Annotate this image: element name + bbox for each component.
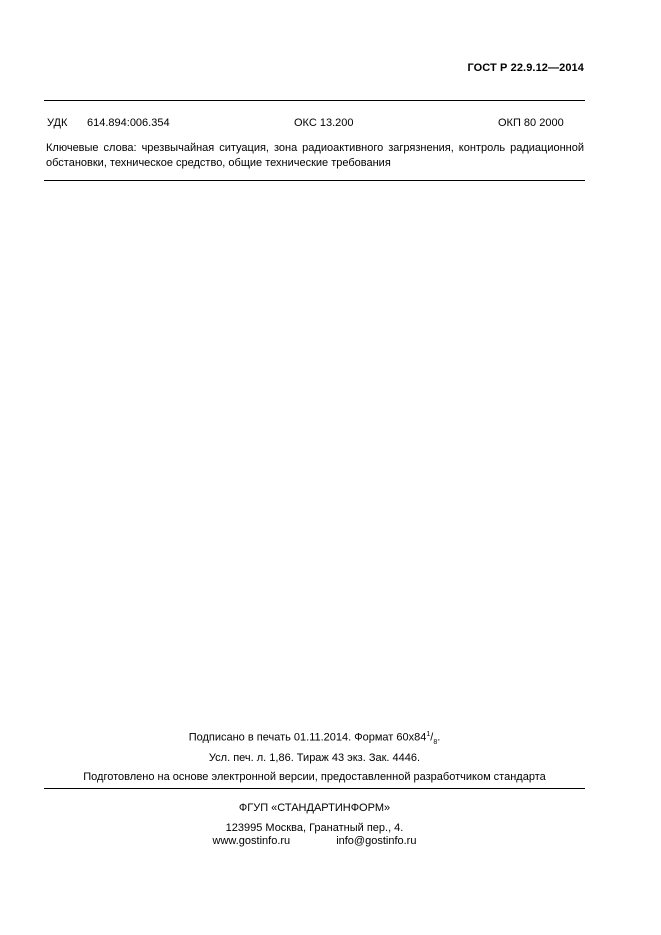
classification-row [47,117,582,131]
oks-code: ОКС 13.200 [294,117,354,129]
email-link[interactable]: info@gostinfo.ru [336,835,417,847]
publisher-address: 123995 Москва, Гранатный пер., 4. [225,822,404,834]
publisher-name: ФГУП «СТАНДАРТИНФОРМ» [238,802,391,814]
imprint-divider [44,788,585,789]
print-details-line: Усл. печ. л. 1,86. Тираж 43 экз. Зак. 4446. [208,752,421,764]
prepared-note: Подготовлено на основе электронной версии, предоставленной разработчиком стандарта [83,771,546,783]
format-fraction-numerator: 1 [426,731,431,738]
okp-code: ОКП 80 2000 [498,117,564,129]
format-fraction-denominator: 8 [433,738,438,746]
keywords-text: Ключевые слова: чрезвычайная ситуация, зона радиоактивного загрязнения, контроль радиационной обстановки, техническое средство, общие технические требования [46,142,584,169]
udk-label: УДК [47,117,68,129]
signed-suffix: . [437,731,441,744]
keywords-divider [44,180,585,181]
standard-code: ГОСТ Р 22.9.12—2014 [467,62,584,74]
udk-value: 614.894:006.354 [87,117,170,129]
signed-prefix: Подписано в печать 01.11.2014. Формат 60х84 [188,731,427,744]
publisher-contacts [44,835,585,847]
signed-for-print-line: Подписано в печать 01.11.2014. Формат $60х84^1/_8$. [188,731,441,746]
top-divider [44,100,585,101]
website-link[interactable]: www.gostinfo.ru [212,835,291,847]
